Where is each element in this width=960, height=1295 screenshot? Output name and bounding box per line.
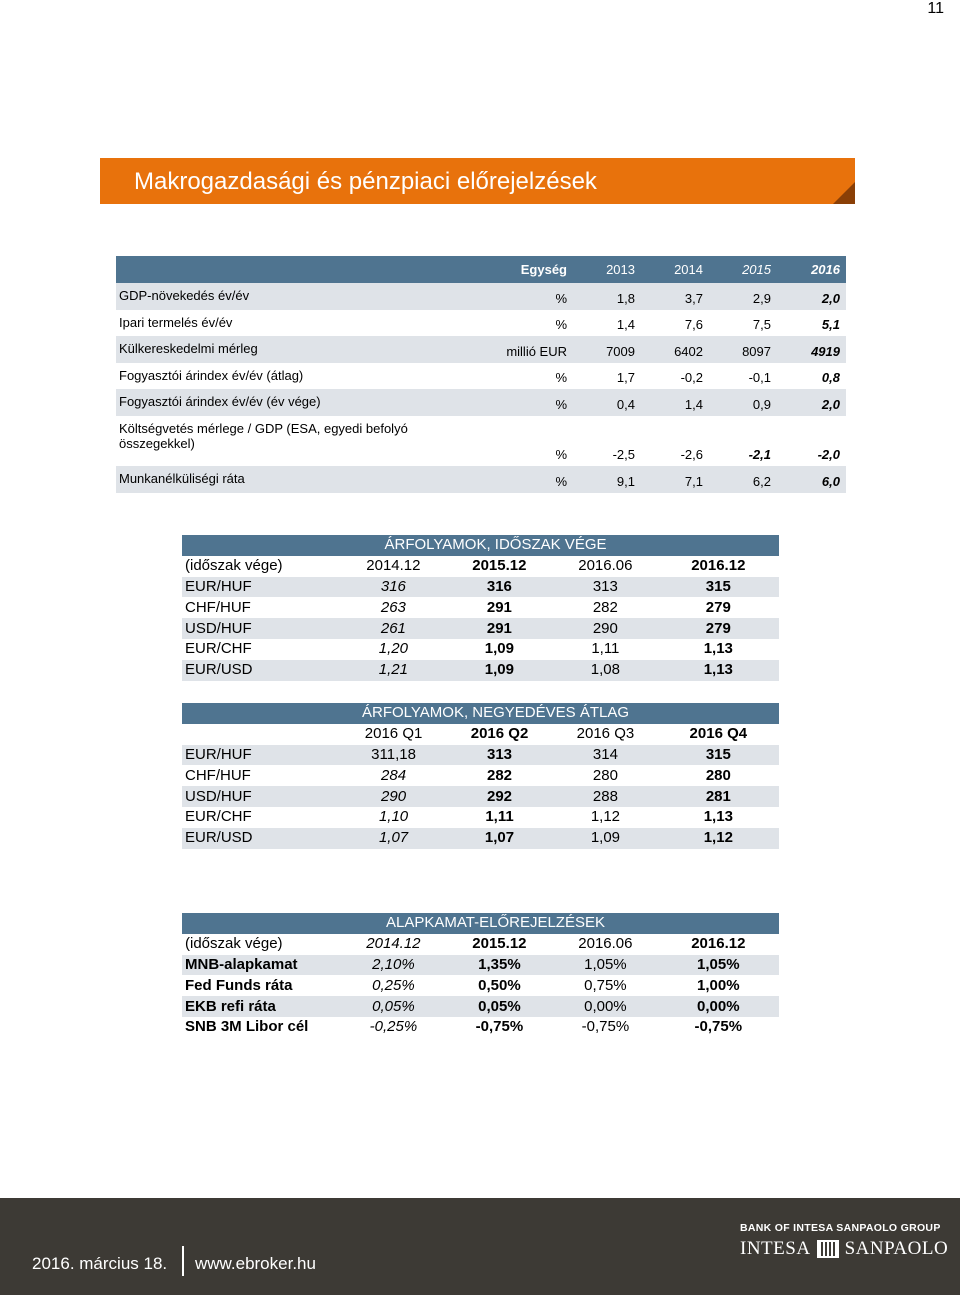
column-header: 2016 Q1 bbox=[364, 725, 423, 743]
row-label: EUR/USD bbox=[182, 828, 341, 849]
cell-value: 1,20 bbox=[378, 640, 408, 658]
row-unit: % bbox=[555, 473, 567, 489]
intesa-sanpaolo-logo bbox=[740, 1238, 948, 1260]
table-row bbox=[182, 996, 779, 1017]
cell-value: 1,00% bbox=[697, 976, 740, 994]
cell-value: 263 bbox=[380, 598, 406, 616]
cell-value: 0,8 bbox=[821, 370, 840, 386]
footer bbox=[0, 1198, 960, 1295]
table-row bbox=[182, 934, 779, 955]
row-label: USD/HUF bbox=[182, 786, 341, 807]
cell-value: -0,1 bbox=[748, 370, 771, 386]
row-label: Ipari termelés év/év bbox=[119, 314, 233, 330]
footer-url-link[interactable]: www.ebroker.hu bbox=[195, 1254, 316, 1273]
cell-value: 8097 bbox=[742, 343, 771, 359]
page-number: 11 bbox=[927, 0, 944, 17]
table-row bbox=[182, 955, 779, 976]
cell-value: 1,07 bbox=[341, 828, 446, 849]
column-header: 2016 Q2 bbox=[470, 725, 529, 743]
column-header: 2015.12 bbox=[472, 935, 527, 953]
cell-value: 2,9 bbox=[752, 290, 771, 306]
cell-value: 280 bbox=[592, 766, 618, 784]
cell-value: 284 bbox=[381, 766, 407, 784]
row-label: Munkanélküliségi ráta bbox=[119, 470, 245, 486]
cell-value: -2,0 bbox=[817, 446, 840, 462]
cell-value: 315 bbox=[658, 745, 779, 766]
cell-value: -2,6 bbox=[680, 446, 703, 462]
column-header: (időszak vége) bbox=[185, 935, 283, 953]
table-row bbox=[182, 660, 779, 681]
cell-value: 1,09 bbox=[553, 828, 657, 849]
fx-end-table bbox=[182, 535, 779, 681]
fx-average-title: ÁRFOLYAMOK, NEGYEDÉVES ÁTLAG bbox=[182, 703, 779, 724]
cell-value: 1,13 bbox=[658, 660, 779, 681]
cell-value: -2,5 bbox=[612, 446, 635, 462]
row-unit: millió EUR bbox=[506, 343, 567, 359]
column-header: 2016.12 bbox=[691, 935, 746, 953]
cell-value: -0,75% bbox=[694, 1018, 743, 1036]
cell-value: 0,4 bbox=[616, 396, 635, 412]
cell-value: 0,50% bbox=[478, 976, 521, 994]
fx-average-title-row bbox=[182, 703, 779, 724]
table-row bbox=[116, 310, 846, 337]
cell-value: 315 bbox=[658, 577, 779, 598]
column-header: 2014.12 bbox=[366, 557, 421, 575]
column-header: 2016.06 bbox=[578, 557, 633, 575]
cell-value: 2,10% bbox=[341, 955, 446, 976]
table-row bbox=[182, 724, 779, 745]
cell-value: 311,18 bbox=[341, 745, 446, 766]
cell-value: 7009 bbox=[606, 343, 635, 359]
cell-value: -0,2 bbox=[680, 370, 703, 386]
cell-value: 0,05% bbox=[446, 996, 553, 1017]
row-label: EUR/HUF bbox=[182, 745, 341, 766]
column-header: 2015.12 bbox=[472, 557, 527, 575]
cell-value: 1,8 bbox=[616, 290, 635, 306]
column-header: 2014.12 bbox=[366, 935, 421, 953]
row-label: CHF/HUF bbox=[185, 598, 251, 616]
cell-value: 282 bbox=[592, 598, 618, 616]
table-row bbox=[116, 283, 846, 310]
column-header: 2016.12 bbox=[691, 557, 746, 575]
row-label: MNB-alapkamat bbox=[182, 955, 341, 976]
row-label: EUR/USD bbox=[182, 660, 341, 681]
logo-mark-icon bbox=[817, 1240, 839, 1258]
row-label: Fed Funds ráta bbox=[185, 976, 293, 994]
row-label: USD/HUF bbox=[182, 618, 341, 639]
cell-value: 5,1 bbox=[821, 317, 840, 333]
cell-value: 279 bbox=[658, 618, 779, 639]
banner-fold-corner bbox=[833, 182, 855, 204]
footer-group-name: BANK OF INTESA SANPAOLO GROUP bbox=[740, 1222, 941, 1234]
macro-header-unit: Egység bbox=[520, 262, 567, 277]
row-unit: % bbox=[555, 317, 567, 333]
column-header bbox=[182, 724, 341, 745]
macro-header-2015: 2015 bbox=[742, 262, 771, 277]
table-row bbox=[182, 639, 779, 660]
base-rate-title: ALAPKAMAT-ELŐREJELZÉSEK bbox=[182, 913, 779, 934]
table-row bbox=[182, 556, 779, 577]
cell-value: 1,10 bbox=[378, 808, 409, 826]
row-label: Költségvetés mérlege / GDP (ESA, egyedi befolyó összegekkel) bbox=[119, 420, 408, 451]
table-row bbox=[182, 765, 779, 786]
cell-value: 7,6 bbox=[684, 317, 703, 333]
section-title: Makrogazdasági és pénzpiaci előrejelzések bbox=[134, 168, 597, 195]
row-label: GDP-növekedés év/év bbox=[119, 288, 250, 303]
row-unit: % bbox=[555, 396, 567, 412]
cell-value: 1,12 bbox=[658, 828, 779, 849]
table-row bbox=[116, 363, 846, 390]
cell-value: 0,9 bbox=[752, 396, 771, 412]
cell-value: 1,4 bbox=[616, 317, 635, 333]
base-rate-table bbox=[182, 913, 779, 1038]
cell-value: 6402 bbox=[674, 343, 703, 359]
cell-value: 6,2 bbox=[752, 473, 771, 489]
cell-value: 1,12 bbox=[590, 808, 621, 826]
logo-text-right: SANPAOLO bbox=[844, 1238, 949, 1259]
cell-value: 1,09 bbox=[484, 640, 514, 658]
row-unit: % bbox=[555, 446, 567, 462]
cell-value: 291 bbox=[486, 598, 512, 616]
row-label: Fogyasztói árindex év/év (átlag) bbox=[119, 367, 304, 383]
cell-value: 2,0 bbox=[821, 396, 840, 412]
row-label: SNB 3M Libor cél bbox=[185, 1018, 309, 1036]
footer-divider bbox=[182, 1246, 184, 1276]
cell-value: 3,7 bbox=[684, 290, 703, 306]
cell-value: 1,4 bbox=[684, 396, 703, 412]
cell-value: 292 bbox=[446, 786, 553, 807]
table-row bbox=[182, 975, 779, 996]
footer-date: 2016. március 18. bbox=[32, 1254, 168, 1273]
macro-header-2013: 2013 bbox=[606, 262, 635, 277]
table-row bbox=[116, 389, 846, 416]
cell-value: 4919 bbox=[811, 343, 840, 359]
cell-value: 1,13 bbox=[703, 640, 733, 658]
table-row bbox=[182, 618, 779, 639]
row-label: EUR/CHF bbox=[185, 640, 252, 658]
cell-value: 1,21 bbox=[341, 660, 446, 681]
macro-header-row bbox=[116, 256, 846, 283]
section-banner bbox=[100, 158, 855, 204]
cell-value: 2,0 bbox=[821, 290, 840, 306]
column-header: 2016 Q4 bbox=[689, 725, 748, 743]
row-label: Fogyasztói árindex év/év (év vége) bbox=[119, 394, 321, 410]
cell-value: 280 bbox=[705, 766, 731, 784]
column-header: 2016.06 bbox=[578, 935, 633, 953]
row-unit: % bbox=[555, 370, 567, 386]
table-row bbox=[182, 745, 779, 766]
fx-average-table bbox=[182, 703, 779, 849]
cell-value: 6,0 bbox=[821, 473, 840, 489]
cell-value: 1,08 bbox=[553, 660, 658, 681]
cell-value: 1,11 bbox=[485, 808, 514, 826]
base-rate-title-row bbox=[182, 913, 779, 934]
cell-value: 291 bbox=[446, 618, 553, 639]
cell-value: 0,00% bbox=[658, 996, 779, 1017]
table-row bbox=[182, 807, 779, 828]
row-label: Külkereskedelmi mérleg bbox=[119, 341, 258, 357]
row-label: EUR/CHF bbox=[185, 808, 252, 826]
cell-value: 0,00% bbox=[553, 996, 658, 1017]
macro-header-2016: 2016 bbox=[811, 262, 840, 277]
table-row bbox=[182, 577, 779, 598]
logo-text-left: INTESA bbox=[740, 1238, 811, 1259]
column-header: 2016 Q3 bbox=[576, 725, 635, 743]
cell-value: 0,25% bbox=[372, 976, 415, 994]
cell-value: 1,07 bbox=[446, 828, 553, 849]
table-row bbox=[182, 828, 779, 849]
cell-value: -0,75% bbox=[581, 1018, 630, 1036]
cell-value: 1,7 bbox=[616, 370, 635, 386]
column-header: (időszak vége) bbox=[185, 557, 283, 575]
cell-value: 1,09 bbox=[446, 660, 553, 681]
cell-value: 316 bbox=[341, 577, 446, 598]
macro-header-2014: 2014 bbox=[674, 262, 703, 277]
row-unit: % bbox=[555, 290, 567, 306]
cell-value: 288 bbox=[553, 786, 657, 807]
cell-value: -0,25% bbox=[369, 1018, 418, 1036]
cell-value: 7,5 bbox=[752, 317, 771, 333]
cell-value: 281 bbox=[658, 786, 779, 807]
cell-value: 0,05% bbox=[341, 996, 446, 1017]
cell-value: -2,1 bbox=[748, 446, 771, 462]
cell-value: 1,05% bbox=[553, 955, 658, 976]
cell-value: 0,75% bbox=[584, 976, 627, 994]
table-row bbox=[182, 1017, 779, 1038]
cell-value: 1,13 bbox=[703, 808, 733, 826]
cell-value: 1,11 bbox=[591, 640, 620, 658]
cell-value: 261 bbox=[341, 618, 446, 639]
table-row bbox=[116, 466, 846, 493]
row-label: EKB refi ráta bbox=[182, 996, 341, 1017]
cell-value: 314 bbox=[553, 745, 657, 766]
fx-end-title: ÁRFOLYAMOK, IDŐSZAK VÉGE bbox=[182, 535, 779, 556]
table-row bbox=[182, 786, 779, 807]
cell-value: 9,1 bbox=[616, 473, 635, 489]
table-row bbox=[182, 597, 779, 618]
cell-value: 313 bbox=[446, 745, 553, 766]
cell-value: 1,35% bbox=[446, 955, 553, 976]
row-label: EUR/HUF bbox=[182, 577, 341, 598]
cell-value: -0,75% bbox=[475, 1018, 524, 1036]
fx-end-title-row bbox=[182, 535, 779, 556]
cell-value: 7,1 bbox=[684, 473, 703, 489]
cell-value: 282 bbox=[487, 766, 513, 784]
table-row bbox=[116, 336, 846, 363]
row-label: CHF/HUF bbox=[185, 766, 251, 784]
cell-value: 290 bbox=[553, 618, 658, 639]
cell-value: 313 bbox=[553, 577, 658, 598]
cell-value: 1,05% bbox=[658, 955, 779, 976]
cell-value: 290 bbox=[341, 786, 446, 807]
macro-forecast-table bbox=[116, 256, 846, 493]
cell-value: 279 bbox=[705, 598, 731, 616]
cell-value: 316 bbox=[446, 577, 553, 598]
table-row bbox=[116, 416, 846, 466]
